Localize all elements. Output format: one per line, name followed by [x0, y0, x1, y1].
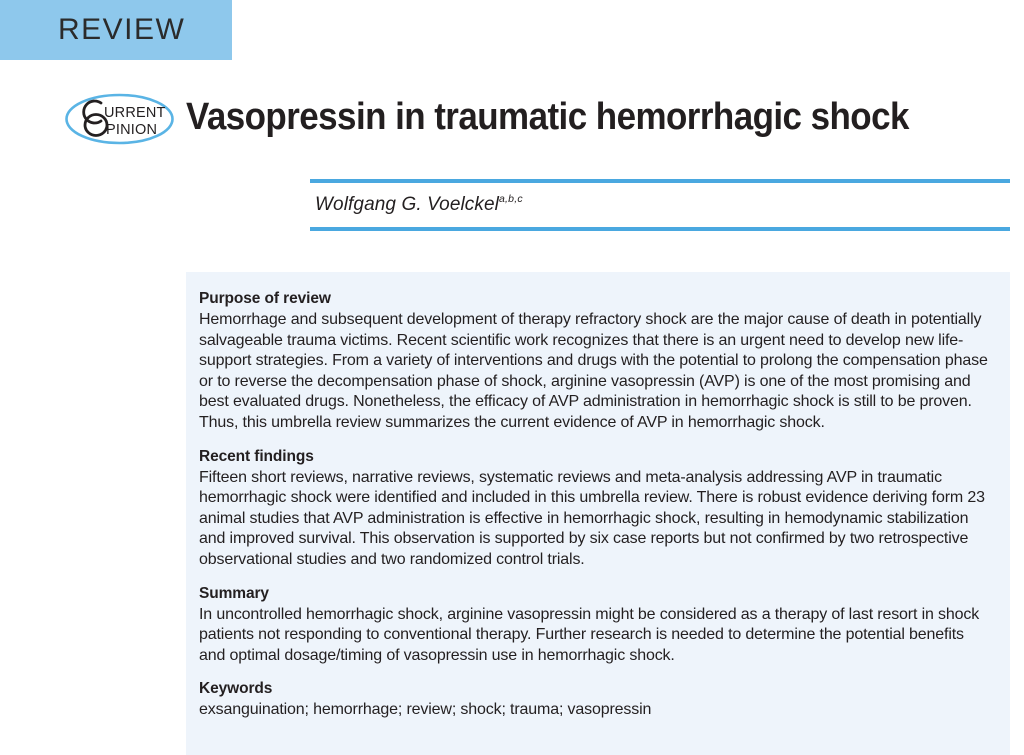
- author-affiliation-marks: a,b,c: [499, 193, 523, 205]
- keywords-list: exsanguination; hemorrhage; review; shock; trauma; vasopressin: [199, 701, 652, 719]
- abstract-section-keywords: [199, 678, 988, 721]
- author-rule-bottom: [310, 227, 1010, 231]
- abstract-heading: Purpose of review: [199, 290, 331, 307]
- abstract-heading: Keywords: [199, 680, 273, 698]
- abstract-section-purpose: [199, 288, 988, 434]
- current-opinion-logo: [63, 92, 176, 146]
- abstract-box: [186, 272, 1010, 755]
- author-name: Wolfgang G. Voelckel: [315, 194, 499, 215]
- abstract-body: In uncontrolled hemorrhagic shock, arginine vasopressin might be considered as a therapy of last resort in shock patients not responding to conventional therapy. Further research is needed to determine the potential benefits and optimal dosage/timing of vasopressin use in hemorrhagic shock.: [199, 605, 980, 664]
- abstract-heading: Recent findings: [199, 447, 314, 465]
- abstract-section-recent-findings: [199, 446, 988, 571]
- review-banner: [0, 0, 232, 60]
- abstract-section-summary: [199, 583, 988, 667]
- abstract-body: Hemorrhage and subsequent development of therapy refractory shock are the major cause of death in potentially salvageable trauma victims. Recent scientific work recognizes that there is an urgent need to develop new life-support strategies. From a variety of interventions and drugs with the potential to prolong the compensation phase or to reverse the decompensation phase of shock, arginine vasopressin (AVP) is one of the most promising and best evaluated drugs. Nonetheless, the efficacy of AVP administration in hemorrhagic shock is still to be proven. Thus, this umbrella review summarizes the current evidence of AVP in hemorrhagic shock.: [199, 311, 988, 431]
- svg-text:PINION: PINION: [106, 122, 158, 138]
- review-banner-label: REVIEW: [58, 13, 186, 46]
- author-line: [310, 183, 1010, 227]
- article-header: [0, 92, 1024, 150]
- page-title: Vasopressin in traumatic hemorrhagic shock: [186, 96, 909, 138]
- svg-text:URRENT: URRENT: [104, 105, 166, 121]
- abstract-body: Fifteen short reviews, narrative reviews, systematic reviews and meta-analysis addressing AVP in traumatic hemorrhagic shock were identified and included in this umbrella review. There is robust evidence deriving form 23 animal studies that AVP administration is effective in hemorrhagic shock, resulting in hemodynamic stabilization and improved survival. This observation is supported by six case reports but not confirmed by two retrospective observational studies and two randomized control trials.: [199, 468, 985, 568]
- author-block: [310, 179, 1010, 231]
- abstract-heading: Summary: [199, 584, 269, 602]
